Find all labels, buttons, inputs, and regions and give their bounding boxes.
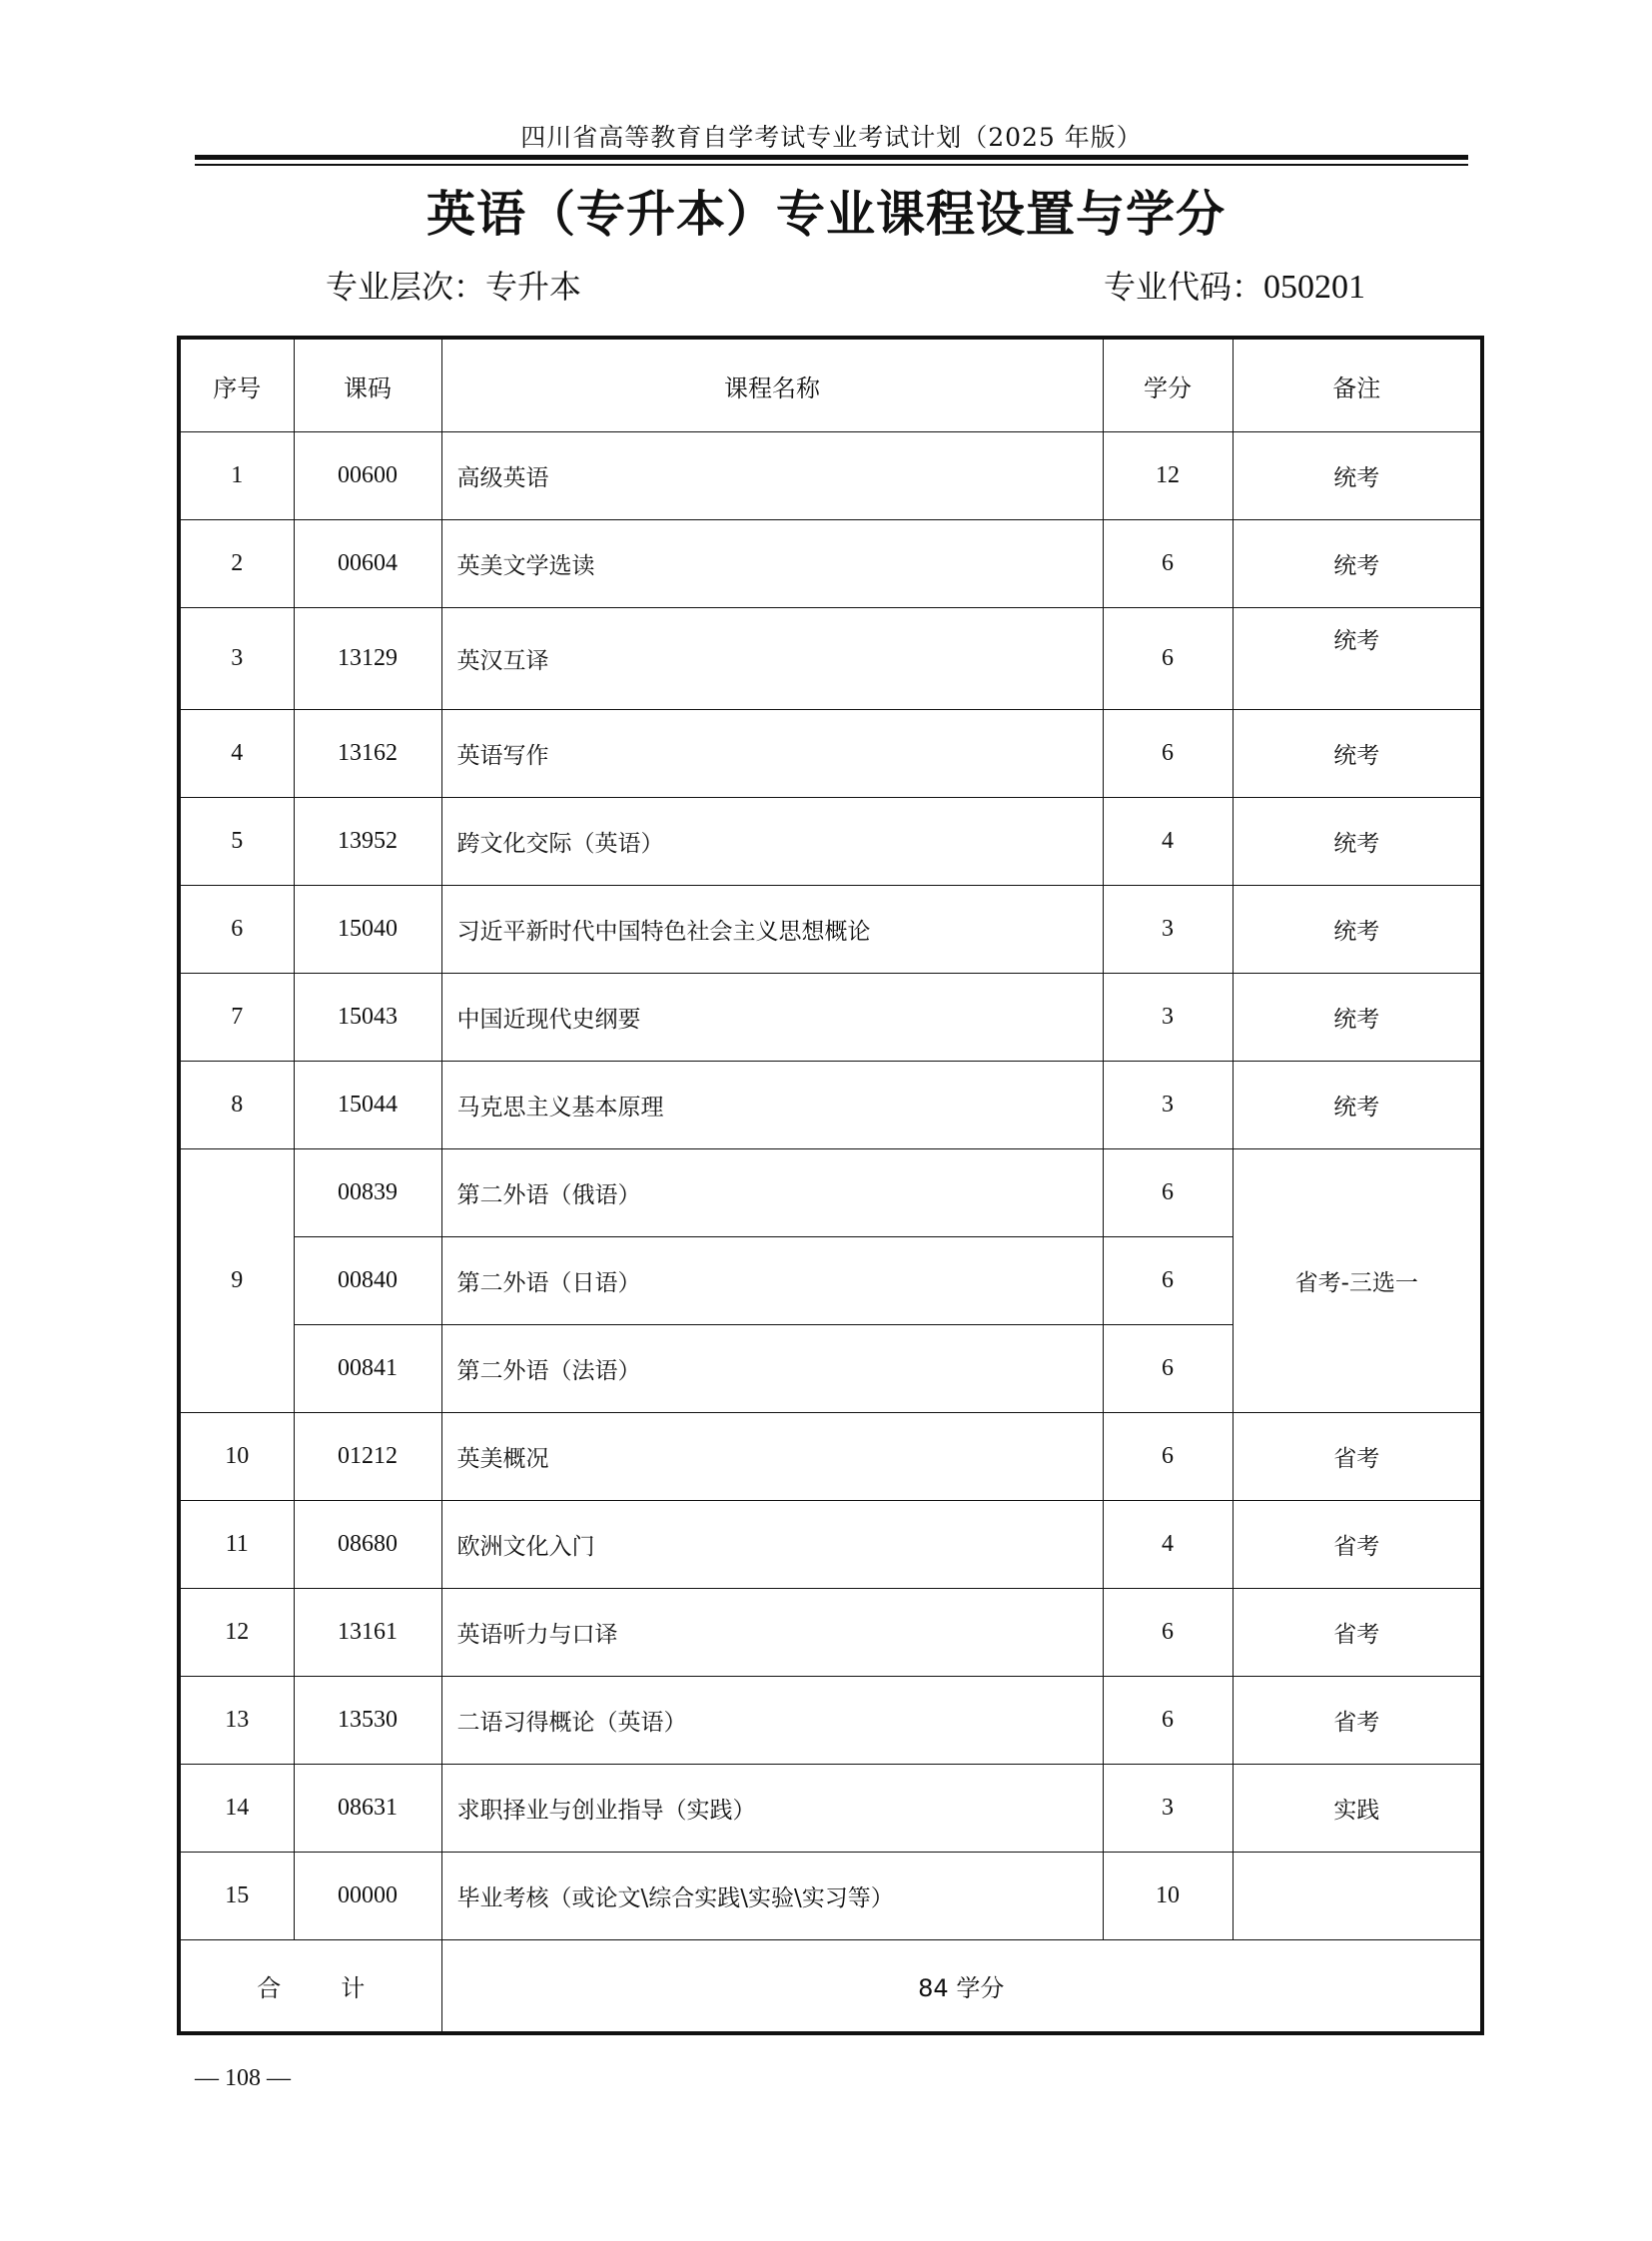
course-name: 习近平新时代中国特色社会主义思想概论 [441,886,1103,974]
course-credits: 6 [1103,1325,1233,1413]
course-note: 省考 [1233,1677,1482,1765]
course-credits: 6 [1103,520,1233,608]
row-no: 1 [179,432,294,520]
course-note: 统考 [1233,520,1482,608]
course-note: 统考 [1233,886,1482,974]
major-level-label: 专业层次： [326,268,486,306]
total-label-cell [179,1940,441,2034]
table-row [179,974,1482,1062]
course-note: 统考 [1233,798,1482,886]
course-credits: 6 [1103,710,1233,798]
course-name: 英美概况 [441,1413,1103,1501]
col-header-name: 课程名称 [441,338,1103,432]
course-note [1233,1853,1482,1940]
course-credits: 6 [1103,1149,1233,1237]
page-number: — 108 — [195,2065,291,2091]
course-table [177,336,1484,2035]
course-note: 省考-三选一 [1233,1149,1482,1413]
table-row [179,1677,1482,1765]
course-code: 13162 [294,710,441,798]
course-name: 第二外语（日语） [441,1237,1103,1325]
header-rule-thick [195,155,1468,160]
table-row [179,1589,1482,1677]
course-code: 00841 [294,1325,441,1413]
course-note: 统考 [1233,1062,1482,1149]
total-row [179,1940,1482,2034]
course-name: 第二外语（俄语） [441,1149,1103,1237]
course-credits: 6 [1103,1677,1233,1765]
course-note: 省考 [1233,1501,1482,1589]
course-credits: 3 [1103,886,1233,974]
table-row [179,1765,1482,1853]
course-code: 08680 [294,1501,441,1589]
table-row [179,1853,1482,1940]
col-header-note: 备注 [1233,338,1482,432]
col-header-credits: 学分 [1103,338,1233,432]
course-credits: 4 [1103,798,1233,886]
major-level-value: 专升本 [485,268,582,306]
course-note: 省考 [1233,1413,1482,1501]
row-no: 6 [179,886,294,974]
row-no: 13 [179,1677,294,1765]
course-note: 统考 [1233,608,1482,710]
running-header: 四川省高等教育自学考试专业考试计划（2025 年版） [520,123,1143,152]
table-row [179,886,1482,974]
row-no: 11 [179,1501,294,1589]
course-credits: 10 [1103,1853,1233,1940]
header-rule-thin [195,164,1468,166]
table-row [179,1413,1482,1501]
course-credits: 12 [1103,432,1233,520]
course-credits: 4 [1103,1501,1233,1589]
course-name: 马克思主义基本原理 [441,1062,1103,1149]
course-code: 13530 [294,1677,441,1765]
course-credits: 6 [1103,1589,1233,1677]
course-note: 统考 [1233,432,1482,520]
course-code: 13161 [294,1589,441,1677]
course-name: 英美文学选读 [441,520,1103,608]
course-code: 00840 [294,1237,441,1325]
major-code [1104,262,1365,308]
row-no: 15 [179,1853,294,1940]
table-header-row [179,338,1482,432]
course-code: 01212 [294,1413,441,1501]
course-name: 欧洲文化入门 [441,1501,1103,1589]
table-row [179,520,1482,608]
course-credits: 6 [1103,1237,1233,1325]
course-code: 15044 [294,1062,441,1149]
course-code: 00839 [294,1149,441,1237]
row-no: 9 [179,1149,294,1413]
table-row [179,710,1482,798]
row-no: 5 [179,798,294,886]
major-level [326,262,581,308]
course-code: 15040 [294,886,441,974]
table-row [179,1149,1482,1237]
course-credits: 3 [1103,1765,1233,1853]
row-no: 3 [179,608,294,710]
document-title: 英语（专升本）专业课程设置与学分 [425,186,1226,243]
row-no: 2 [179,520,294,608]
row-no: 14 [179,1765,294,1853]
course-code: 00000 [294,1853,441,1940]
course-code: 15043 [294,974,441,1062]
row-no: 4 [179,710,294,798]
row-no: 7 [179,974,294,1062]
course-credits: 6 [1103,1413,1233,1501]
course-note: 省考 [1233,1589,1482,1677]
course-credits: 6 [1103,608,1233,710]
table-row [179,1062,1482,1149]
course-name: 高级英语 [441,432,1103,520]
major-code-label: 专业代码： [1104,268,1264,306]
course-credits: 3 [1103,974,1233,1062]
total-label: 合计 [257,1974,425,2002]
table-row [179,798,1482,886]
table-row [179,608,1482,710]
course-name: 英语写作 [441,710,1103,798]
table-row [179,1501,1482,1589]
total-value: 84 学分 [441,1940,1482,2034]
col-header-code: 课码 [294,338,441,432]
course-name: 第二外语（法语） [441,1325,1103,1413]
course-credits: 3 [1103,1062,1233,1149]
course-name: 英汉互译 [441,608,1103,710]
row-no: 12 [179,1589,294,1677]
col-header-no: 序号 [179,338,294,432]
course-name: 英语听力与口译 [441,1589,1103,1677]
course-name: 中国近现代史纲要 [441,974,1103,1062]
course-note: 统考 [1233,974,1482,1062]
course-name: 跨文化交际（英语） [441,798,1103,886]
course-note: 实践 [1233,1765,1482,1853]
course-code: 00604 [294,520,441,608]
row-no: 10 [179,1413,294,1501]
row-no: 8 [179,1062,294,1149]
course-name: 二语习得概论（英语） [441,1677,1103,1765]
course-code: 08631 [294,1765,441,1853]
major-code-value: 050201 [1263,269,1366,306]
table-row [179,432,1482,520]
course-code: 00600 [294,432,441,520]
course-name: 毕业考核（或论文\综合实践\实验\实习等） [441,1853,1103,1940]
course-name: 求职择业与创业指导（实践） [441,1765,1103,1853]
course-code: 13129 [294,608,441,710]
course-code: 13952 [294,798,441,886]
course-note: 统考 [1233,710,1482,798]
